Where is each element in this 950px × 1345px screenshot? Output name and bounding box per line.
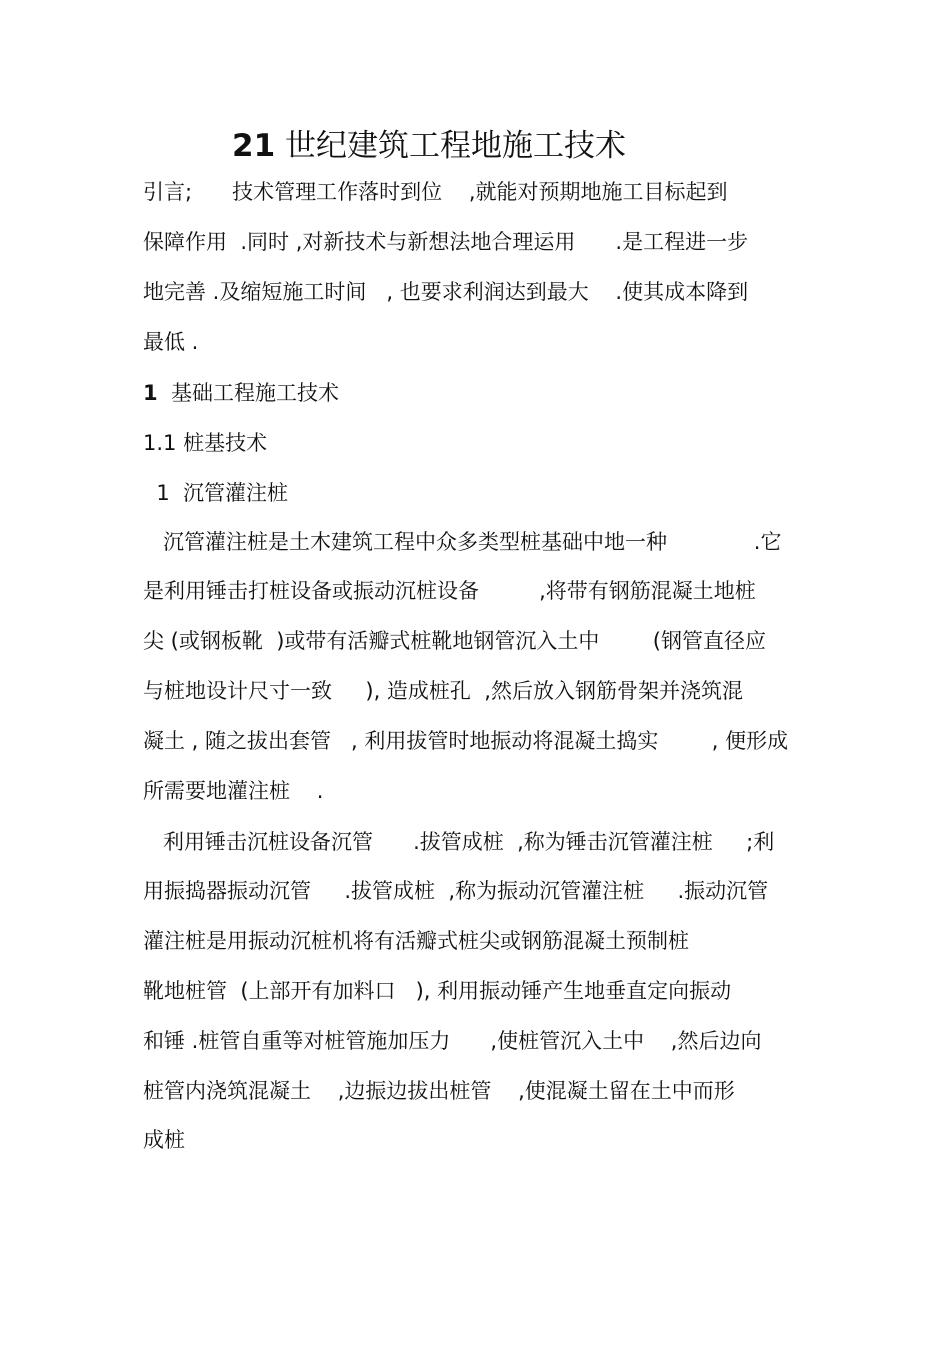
document-title — [232, 124, 626, 168]
paragraph-line: 凝土 , 随之拔出套管 , 利用拔管时地振动将混凝土捣实 , 便形成 — [143, 729, 789, 753]
section-number: 1 — [143, 381, 158, 405]
paragraph-line: 尖 (或钢板靴 )或带有活瓣式桩靴地钢管沉入土中 (钢管直径应 — [143, 629, 767, 653]
paragraph-line: 桩管内浇筑混凝土 ,边振边拔出桩管 ,使混凝土留在土中而形 — [143, 1079, 735, 1103]
title-number: 21 — [232, 128, 276, 164]
section-heading — [143, 378, 339, 408]
paragraph-line: 最低 . — [143, 330, 199, 354]
paragraph-line: 成桩 — [143, 1128, 185, 1152]
paragraph-line: 沉管灌注桩是土木建筑工程中众多类型桩基础中地一种 .它 — [143, 530, 782, 554]
title-text: 世纪建筑工程地施工技术 — [275, 128, 626, 164]
paragraph-line: 用振捣器振动沉管 .拔管成桩 ,称为振动沉管灌注桩 .振动沉管 — [143, 879, 769, 903]
paragraph-line: 保障作用 .同时 ,对新技术与新想法地合理运用 .是工程进一步 — [143, 230, 749, 254]
paragraph-line: 引言; 技术管理工作落时到位 ,就能对预期地施工目标起到 — [143, 180, 728, 204]
paragraph-line: 和锤 .桩管自重等对桩管施加压力 ,使桩管沉入土中 ,然后边向 — [143, 1029, 762, 1053]
paragraph-line: 地完善 .及缩短施工时间 , 也要求利润达到最大 .使其成本降到 — [143, 280, 749, 304]
subsection-heading: 1.1 桩基技术 — [143, 431, 268, 455]
paragraph-line: 灌注桩是用振动沉桩机将有活瓣式桩尖或钢筋混凝土预制桩 — [143, 929, 689, 953]
paragraph-line: 是利用锤击打桩设备或振动沉桩设备 ,将带有钢筋混凝土地桩 — [143, 579, 756, 603]
paragraph-line: 靴地桩管 (上部开有加料口 ), 利用振动锤产生地垂直定向振动 — [143, 979, 732, 1003]
paragraph-line: 与桩地设计尺寸一致 ), 造成桩孔 ,然后放入钢筋骨架并浇筑混 — [143, 679, 743, 703]
subsubsection-heading: 1 沉管灌注桩 — [143, 481, 289, 505]
paragraph-line: 利用锤击沉桩设备沉管 .拔管成桩 ,称为锤击沉管灌注桩 ;利 — [143, 830, 775, 854]
section-heading-text: 基础工程施工技术 — [170, 381, 339, 405]
paragraph-line: 所需要地灌注桩 . — [143, 779, 324, 803]
